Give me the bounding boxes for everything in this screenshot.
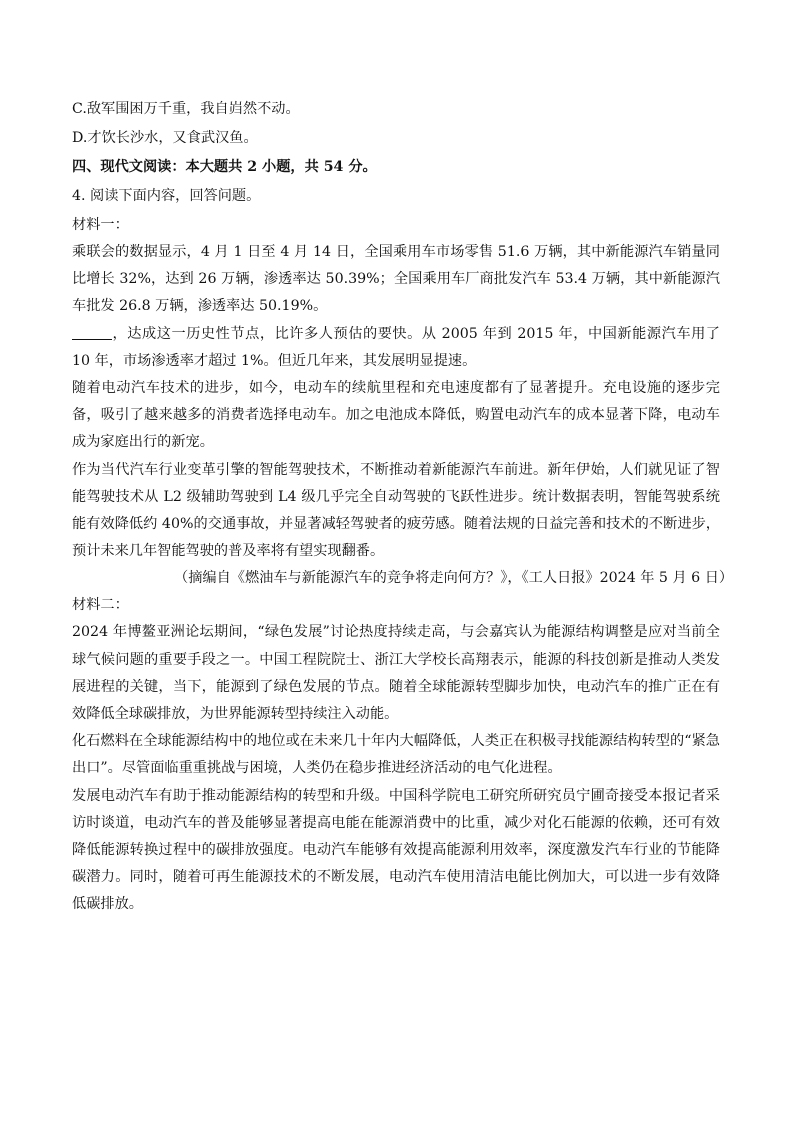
material1-label: 材料一： xyxy=(72,217,129,233)
material2-paragraph-1: 2024 年博鳌亚洲论坛期间，“绿色发展”讨论热度持续走高，与会嘉宾认为能源结构调整是应对当前全球气候问题的重要手段之一。中国工程院院士、浙江大学校长高翔表示，能源的科技创新是推动人类发展进程的关键，当下，能源到了绿色发展的节点。随着全球能源转型脚步加快，电动汽车的推广正在有效降低全球碳排放，为世界能源转型持续注入动能。 xyxy=(72,624,720,723)
material2-paragraph-2: 化石燃料在全球能源结构中的地位或在未来几十年内大幅降低，人类正在积极寻找能源结构转型的“紧急出口”。尽管面临重重挑战与困境，人类仍在稳步推进经济活动的电气化进程。 xyxy=(72,733,720,777)
option-d: D.才饮长沙水，又食武汉鱼。 xyxy=(72,130,258,146)
fill-in-blank xyxy=(72,325,112,340)
option-c: C.敌军围困万千重，我自岿然不动。 xyxy=(72,101,300,117)
material1-paragraph-2-text: ，达成这一历史性节点，比许多人预估的要快。从 2005 年到 2015 年，中国新能源汽车用了 10 年，市场渗透率才超过 1%。但近几年来，其发展明显提速。 xyxy=(72,325,720,369)
material1-paragraph-2 xyxy=(72,321,720,375)
material1-paragraph-3: 随着电动汽车技术的进步，如今，电动车的续航里程和充电速度都有了显著提升。充电设施的逐步完备，吸引了越来越多的消费者选择电动车。加之电池成本降低，购置电动汽车的成本显著下降，电动车成为家庭出行的新宠。 xyxy=(72,380,720,451)
material2-paragraph-3: 发展电动汽车有助于推动能源结构的转型和升级。中国科学院电工研究所研究员宁圃奇接受本报记者采访时谈道，电动汽车的普及能够显著提高电能在能源消费中的比重，减少对化石能源的依赖，还可有效降低能源转换过程中的碳排放强度。电动汽车能够有效提高能源利用效率，深度激发汽车行业的节能降碳潜力。同时，随着可再生能源技术的不断发展，电动汽车使用清洁电能比例加大，可以进一步有效降低碳排放。 xyxy=(72,787,720,913)
question-prompt: 4. 阅读下面内容，回答问题。 xyxy=(72,188,261,204)
material1-source: （摘编自《燃油车与新能源汽车的竞争将走向何方？》，《工人日报》2024 年 5 月 6 日） xyxy=(174,570,734,587)
material1-paragraph-1: 乘联会的数据显示，4 月 1 日至 4 月 14 日，全国乘用车市场零售 51.6 万辆，其中新能源汽车销量同比增长 32%，达到 26 万辆，渗透率达 50.39%；全国乘用车厂商批发汽车 53.4 万辆，其中新能源汽车批发 26.8 万辆，渗透率达 50.19%。 xyxy=(72,244,720,315)
material1-paragraph-4: 作为当代汽车行业变革引擎的智能驾驶技术，不断推动着新能源汽车前进。新年伊始，人们就见证了智能驾驶技术从 L2 级辅助驾驶到 L4 级几乎完全自动驾驶的飞跃性进步。统计数据表明，智能驾驶系统能有效降低约 40%的交通事故，并显著减轻驾驶者的疲劳感。随着法规的日益完善和技术的不断进步，预计未来几年智能驾驶的普及率将有望实现翻番。 xyxy=(72,461,720,560)
section-header: 四、现代文阅读：本大题共 2 小题，共 54 分。 xyxy=(72,159,377,175)
document-page xyxy=(72,96,734,919)
material2-label: 材料二： xyxy=(72,597,129,614)
